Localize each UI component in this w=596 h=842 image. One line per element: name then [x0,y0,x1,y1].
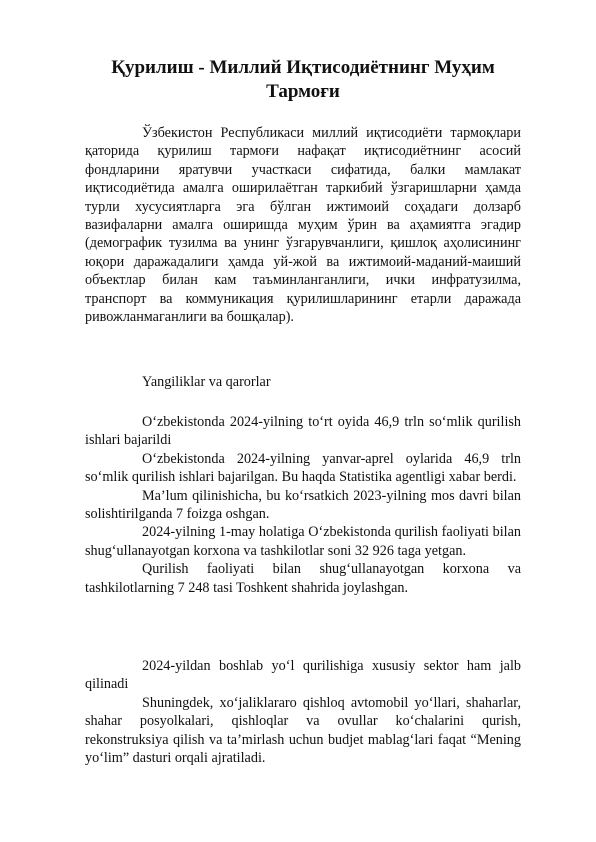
section-heading-news: Yangiliklar va qarorlar [142,374,271,390]
road-section [85,657,521,767]
news-paragraph-2: O‘zbekistonda 2024-yilning yanvar-aprel oylarida 46,9 trln so‘mlik qurilish ishlari bajarilgan. Bu haqda Statistika agentligi xabar berdi. [85,450,521,486]
document-title: Қурилиш - Миллий Иқтисодиётнинг Муҳим Тармоғи [111,57,495,102]
intro-section [85,124,521,326]
news-paragraph-1: O‘zbekistonda 2024-yilning to‘rt oyida 46,9 trln so‘mlik qurilish ishlari bajarildi [85,414,521,449]
road-paragraph-2: Shuningdek, xo‘jaliklararo qishloq avtomobil yo‘llari, shaharlar, shahar posyolkalari, qishloqlar va ovullar ko‘chalarini qurish, rekonstruksiya qilish va ta’mirlash uchun budjet mablag‘lari faqat “Mening yo‘lim” dasturi orqali ajratiladi. [85,694,521,767]
news-paragraph-5: Qurilish faoliyati bilan shug‘ullanayotgan korxona va tashkilotlarning 7 248 tasi Toshkent shahrida joylashgan. [85,561,521,596]
news-paragraph-3: Ma’lum qilinishicha, bu ko‘rsatkich 2023-yilning mos davri bilan solishtirilganda 7 foizga oshgan. [85,487,521,523]
intro-paragraph: Ўзбекистон Республикаси миллий иқтисодиёти тармоқлари қаторида қурилиш тармоғи нафақат иқтисодиётнинг асосий фондларини яратувчи участкаси сифатида, балки мамлакат иқтисодиётида амалга оширилаётган таркибий ўзгаришларни ҳамда турли хусусиятларга эга бўлган ижтимоий соҳадаги долзарб вазифаларни амалга оширишда муҳим ўрин ва аҳамиятга эгадир (демографик тузилма ва унинг ўзгарувчанлиги, қишлоқ аҳолисининг юқори даражадалиги ҳамда уй-жой ва ижтимоий-маданий-маиший объектлар билан кам таъминланганлиги, ички инфратузилма, транспорт ва коммуникация қурилишларининг етарли даражада ривожланмаганлиги ва бошқалар). [85,125,521,326]
news-paragraph-4: 2024-yilning 1-may holatiga O‘zbekistonda qurilish faoliyati bilan shug‘ullanayotgan korxona va tashkilotlar soni 32 926 taga yetgan. [85,524,521,559]
news-section [85,413,521,597]
road-paragraph-1: 2024-yildan boshlab yo‘l qurilishiga xususiy sektor ham jalb qilinadi [85,658,521,693]
